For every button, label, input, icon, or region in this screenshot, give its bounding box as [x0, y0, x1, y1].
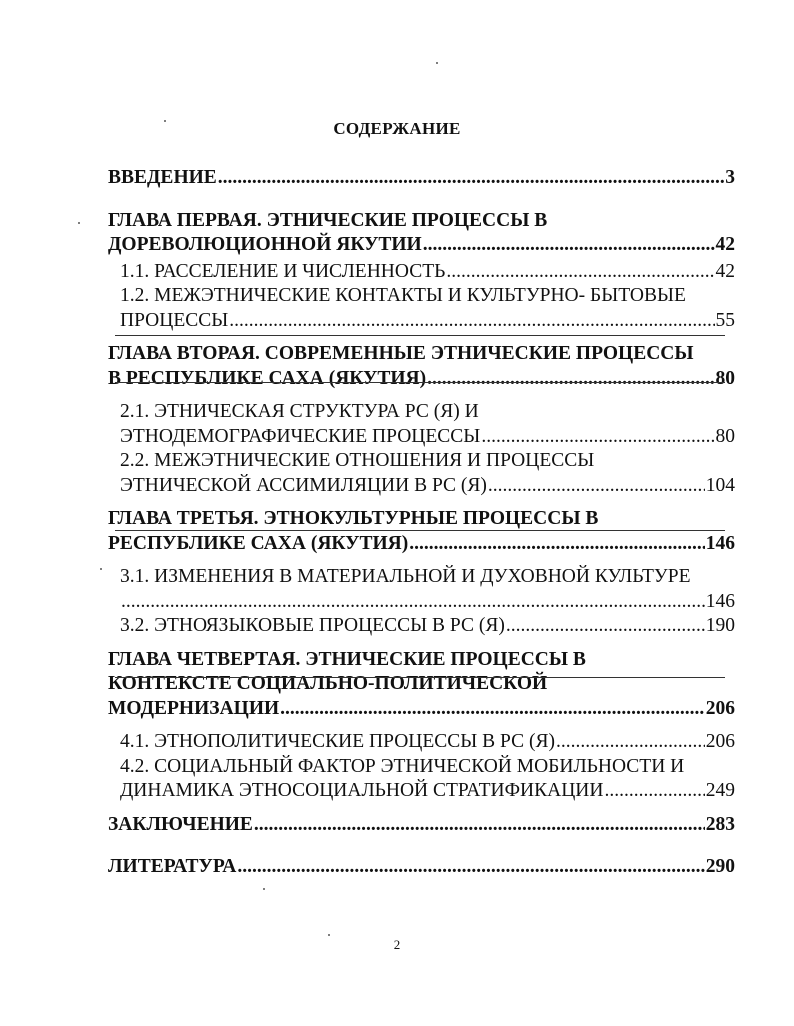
toc-entry-page: 42	[715, 234, 735, 255]
scan-speck	[328, 934, 330, 936]
dot-leader	[556, 730, 705, 755]
toc-entry-page: 283	[705, 813, 735, 835]
toc-entry-page: 206	[705, 697, 735, 719]
dot-leader	[409, 532, 705, 557]
toc-entry-page: 55	[715, 309, 735, 331]
toc-entry-section-1-1[interactable]	[120, 260, 735, 285]
separator-rule	[115, 530, 725, 531]
toc-entry-title: РЕСПУБЛИКЕ САХА (ЯКУТИЯ)	[108, 532, 409, 554]
toc-entry-chapter-1[interactable]	[108, 209, 735, 258]
separator-rule	[115, 382, 725, 383]
toc-entry-title: 4.1. ЭТНОПОЛИТИЧЕСКИЕ ПРОЦЕССЫ В РС (Я)	[120, 731, 556, 752]
toc-entry-title: 1.1. РАССЕЛЕНИЕ И ЧИСЛЕННОСТЬ	[120, 260, 446, 282]
toc-entry-page: 249	[705, 780, 735, 801]
dot-leader	[446, 260, 714, 285]
toc-entry-page: 146	[705, 532, 735, 554]
dot-leader	[488, 474, 705, 499]
toc-entry-section-2-1[interactable]	[120, 400, 735, 449]
toc-entry-title: МОДЕРНИЗАЦИИ	[108, 697, 280, 719]
toc-entry-conclusion[interactable]	[108, 813, 735, 838]
toc-entry-page: 206	[705, 731, 735, 752]
scan-speck	[436, 62, 438, 64]
dot-leader	[423, 233, 715, 258]
toc-entry-title: ВВЕДЕНИЕ	[108, 167, 217, 188]
toc-entry-section-3-1[interactable]	[120, 565, 735, 614]
toc-entry-title: ГЛАВА ПЕРВАЯ. ЭТНИЧЕСКИЕ ПРОЦЕССЫ В	[108, 209, 548, 231]
toc-entry-title: ДИНАМИКА ЭТНОСОЦИАЛЬНОЙ СТРАТИФИКАЦИИ	[120, 780, 604, 801]
dot-leader	[229, 309, 714, 334]
toc-entry-title: ПРОЦЕССЫ	[120, 309, 229, 331]
toc-entry-title: В РЕСПУБЛИКЕ САХА (ЯКУТИЯ)	[108, 367, 427, 389]
dot-leader	[604, 779, 704, 804]
scan-speck	[78, 222, 80, 224]
dot-leader	[506, 614, 705, 639]
toc-entry-section-4-1[interactable]	[120, 730, 735, 755]
toc-entry-page: 80	[715, 367, 735, 389]
toc-entry-section-3-2[interactable]	[120, 614, 735, 639]
toc-entry-title: ГЛАВА ТРЕТЬЯ. ЭТНОКУЛЬТУРНЫЕ ПРОЦЕССЫ В	[108, 508, 599, 529]
toc-entry-title: 2.2. МЕЖЭТНИЧЕСКИЕ ОТНОШЕНИЯ И ПРОЦЕССЫ	[120, 450, 595, 471]
separator-rule	[115, 677, 725, 678]
toc-entry-page: 42	[715, 260, 735, 282]
dot-leader	[218, 166, 724, 191]
toc-entry-title: 1.2. МЕЖЭТНИЧЕСКИЕ КОНТАКТЫ И КУЛЬТУРНО- БЫТОВЫЕ	[120, 285, 686, 306]
toc-entry-page: 190	[705, 615, 735, 636]
dot-leader	[121, 590, 705, 615]
toc-entry-section-4-2[interactable]	[120, 755, 735, 804]
toc-entry-title: 4.2. СОЦИАЛЬНЫЙ ФАКТОР ЭТНИЧЕСКОЙ МОБИЛЬНОСТИ И	[120, 755, 685, 777]
toc-entry-chapter-2[interactable]	[108, 342, 735, 391]
toc-entry-title: 3.1. ИЗМЕНЕНИЯ В МАТЕРИАЛЬНОЙ И ДУХОВНОЙ КУЛЬТУРЕ	[120, 566, 691, 587]
toc-entry-title: ГЛАВА ВТОРАЯ. СОВРЕМЕННЫЕ ЭТНИЧЕСКИЕ ПРОЦЕССЫ	[108, 343, 694, 364]
dot-leader	[481, 425, 714, 450]
toc-entry-title: ГЛАВА ЧЕТВЕРТАЯ. ЭТНИЧЕСКИЕ ПРОЦЕССЫ В	[108, 648, 586, 670]
dot-leader	[237, 855, 704, 880]
toc-title: СОДЕРЖАНИЕ	[333, 119, 461, 138]
toc-entry-title: ЗАКЛЮЧЕНИЕ	[108, 813, 253, 835]
toc-entry-section-1-2[interactable]	[120, 284, 735, 333]
dot-leader	[254, 813, 705, 838]
toc-entry-title: ЭТНИЧЕСКОЙ АССИМИЛЯЦИИ В РС (Я)	[120, 474, 487, 496]
table-of-contents	[108, 166, 735, 880]
toc-entry-page: 3	[725, 167, 735, 188]
toc-entry-page: 290	[705, 856, 735, 877]
toc-entry-title: 2.1. ЭТНИЧЕСКАЯ СТРУКТУРА РС (Я) И	[120, 401, 479, 422]
toc-entry-title: ЛИТЕРАТУРА	[108, 856, 237, 877]
scan-speck	[164, 120, 166, 122]
toc-entry-title: 3.2. ЭТНОЯЗЫКОВЫЕ ПРОЦЕССЫ В РС (Я)	[120, 615, 505, 636]
toc-entry-chapter-4[interactable]	[108, 648, 735, 722]
toc-entry-title: ЭТНОДЕМОГРАФИЧЕСКИЕ ПРОЦЕССЫ	[120, 425, 481, 447]
toc-entry-title: ДОРЕВОЛЮЦИОННОЙ ЯКУТИИ	[108, 234, 422, 255]
dot-leader	[427, 367, 714, 392]
toc-entry-title: КОНТЕКСТЕ СОЦИАЛЬНО-ПОЛИТИЧЕСКОЙ	[108, 673, 548, 694]
toc-entry-page: 80	[715, 425, 735, 447]
separator-rule	[115, 335, 725, 336]
toc-entry-chapter-3[interactable]	[108, 507, 735, 556]
toc-entry-page: 104	[705, 474, 735, 496]
scan-speck	[100, 568, 102, 570]
scan-speck	[263, 888, 265, 890]
toc-entry-section-2-2[interactable]	[120, 449, 735, 498]
page-number: 2	[393, 937, 401, 952]
toc-entry-introduction[interactable]	[108, 166, 735, 191]
toc-entry-page: 146	[705, 590, 735, 612]
dot-leader	[280, 697, 705, 722]
toc-entry-references[interactable]	[108, 855, 735, 880]
